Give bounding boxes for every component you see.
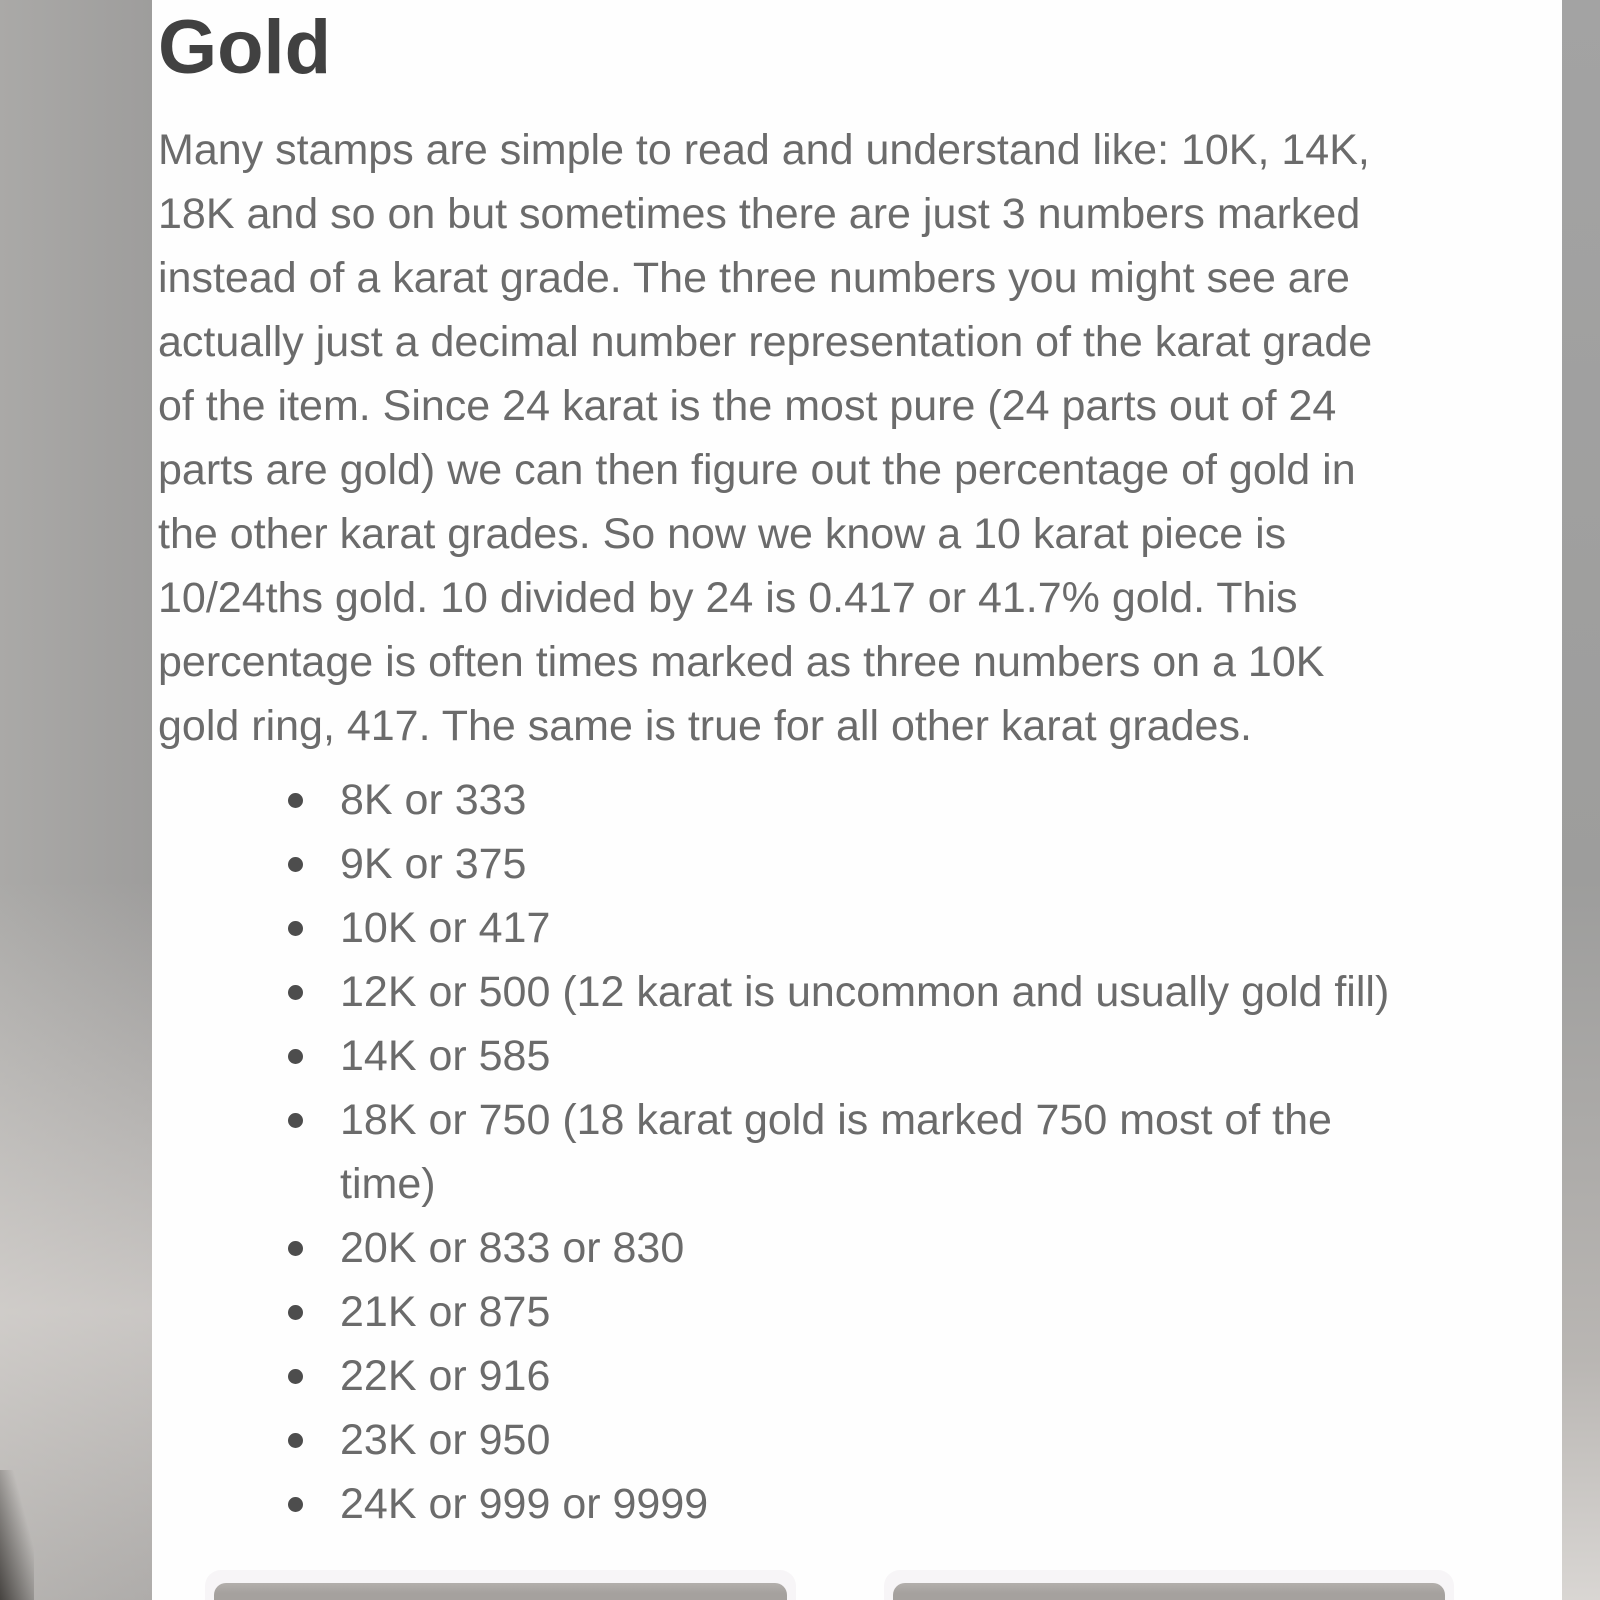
list-item-text: 21K or 875: [340, 1287, 551, 1336]
bullet-icon: [288, 793, 303, 808]
page-title: Gold: [158, 5, 332, 90]
list-item: [288, 1472, 1512, 1536]
bottom-card-left[interactable]: [205, 1570, 796, 1600]
bullet-icon: [288, 1497, 303, 1512]
list-item: [288, 832, 1512, 896]
bullet-icon: [288, 857, 303, 872]
bottom-card-left-surface: [214, 1583, 787, 1600]
list-item: [288, 1216, 1512, 1280]
list-item: [288, 1088, 1512, 1216]
list-item: [288, 896, 1512, 960]
list-item-text: 24K or 999 or 9999: [340, 1479, 709, 1528]
list-item-text: 8K or 333: [340, 775, 527, 824]
bullet-icon: [288, 1241, 303, 1256]
article: [152, 0, 1562, 1600]
bullet-icon: [288, 985, 303, 1000]
list-item: [288, 1408, 1512, 1472]
bullet-icon: [288, 921, 303, 936]
list-item: [288, 1280, 1512, 1344]
list-item-text: 9K or 375: [340, 839, 527, 888]
list-item: [288, 960, 1512, 1024]
list-item: [288, 768, 1512, 832]
list-item-text: 14K or 585: [340, 1031, 551, 1080]
left-margin: [0, 0, 152, 1600]
bullet-icon: [288, 1113, 303, 1128]
intro-paragraph: Many stamps are simple to read and understand like: 10K, 14K, 18K and so on but sometimes there are just 3 numbers marked instead of a karat grade. The three numbers you might see are actually just a decimal number representation of the karat grade of the item. Since 24 karat is the most pure (24 parts out of 24 parts are gold) we can then figure out the percentage of gold in the other karat grades. So now we know a 10 karat piece is 10/24ths gold. 10 divided by 24 is 0.417 or 41.7% gold. This percentage is often times marked as three numbers on a 10K gold ring, 417. The same is true for all other karat grades.: [158, 125, 1373, 750]
list-item-text: 20K or 833 or 830: [340, 1223, 685, 1272]
list-item-text: 12K or 500 (12 karat is uncommon and usually gold fill): [340, 967, 1390, 1016]
bullet-icon: [288, 1305, 303, 1320]
bullet-icon: [288, 1433, 303, 1448]
karat-list: [158, 768, 1512, 1536]
list-item-text: 22K or 916: [340, 1351, 551, 1400]
bullet-icon: [288, 1049, 303, 1064]
list-item: [288, 1024, 1512, 1088]
bottom-card-right[interactable]: [884, 1570, 1454, 1600]
list-item-text: 18K or 750 (18 karat gold is marked 750 most of the time): [340, 1095, 1332, 1208]
left-margin-corner-shadow: [0, 1470, 34, 1600]
right-margin: [1562, 0, 1600, 1600]
bottom-card-right-surface: [893, 1583, 1445, 1600]
list-item: [288, 1344, 1512, 1408]
list-item-text: 23K or 950: [340, 1415, 551, 1464]
bullet-icon: [288, 1369, 303, 1384]
list-item-text: 10K or 417: [340, 903, 551, 952]
